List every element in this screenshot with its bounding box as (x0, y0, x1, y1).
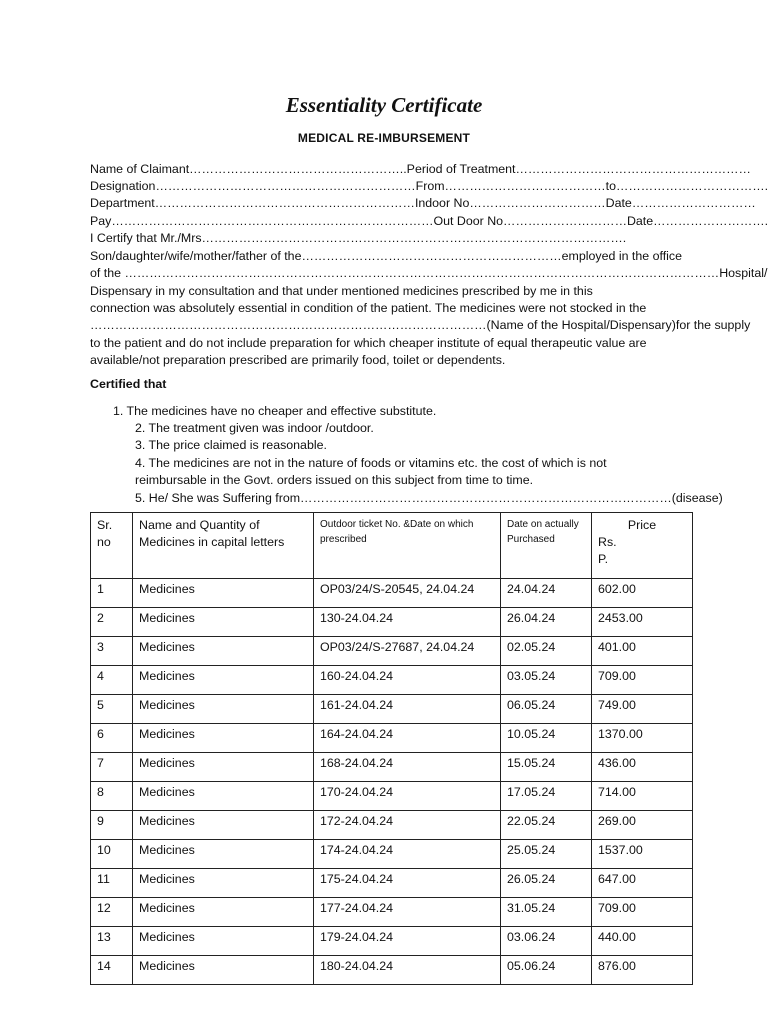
certified-item-3: 3. The price claimed is reasonable. (135, 438, 327, 452)
cell-outdoor-ticket: 170-24.04.24 (314, 782, 501, 811)
cell-purchase-date: 06.05.24 (501, 695, 592, 724)
cell-sr-no: 4 (91, 666, 133, 695)
form-line-pay: Pay……………………………………………………………………Out Door No…………………………Date………………………. (90, 214, 768, 228)
cell-purchase-date: 17.05.24 (501, 782, 592, 811)
cell-purchase-date: 25.05.24 (501, 840, 592, 869)
table-row (91, 637, 693, 666)
certified-item-1: 1. The medicines have no cheaper and effective substitute. (113, 404, 437, 418)
cell-sr-no: 11 (91, 869, 133, 898)
header-medicine-name: Name and Quantity of Medicines in capital letters (133, 513, 314, 579)
cell-medicine-name: Medicines (133, 956, 314, 985)
document-subtitle: MEDICAL RE-IMBURSEMENT (297, 131, 471, 145)
cell-sr-no: 9 (91, 811, 133, 840)
cell-sr-no: 3 (91, 637, 133, 666)
cell-medicine-name: Medicines (133, 840, 314, 869)
cell-price: 440.00 (592, 927, 693, 956)
certified-item-2: 2. The treatment given was indoor /outdoor. (135, 421, 374, 435)
table-row (91, 840, 693, 869)
table-row (91, 695, 693, 724)
cell-outdoor-ticket: 168-24.04.24 (314, 753, 501, 782)
cell-purchase-date: 02.05.24 (501, 637, 592, 666)
cell-sr-no: 6 (91, 724, 133, 753)
table-row (91, 927, 693, 956)
cell-medicine-name: Medicines (133, 637, 314, 666)
cell-purchase-date: 26.04.24 (501, 608, 592, 637)
cell-medicine-name: Medicines (133, 608, 314, 637)
cell-sr-no: 8 (91, 782, 133, 811)
form-line-available: available/not preparation prescribed are primarily food, toilet or dependents. (90, 353, 506, 367)
cell-purchase-date: 03.06.24 (501, 927, 592, 956)
cell-price: 2453.00 (592, 608, 693, 637)
cell-medicine-name: Medicines (133, 869, 314, 898)
form-line-office: of the ………………………………………………………………………………………………………………………………Hospital/ (90, 266, 768, 280)
form-line-certify: I Certify that Mr./Mrs…………………………………………………………………………………………. (90, 231, 627, 245)
cell-outdoor-ticket: OP03/24/S-27687, 24.04.24 (314, 637, 501, 666)
cell-outdoor-ticket: 177-24.04.24 (314, 898, 501, 927)
cell-price: 647.00 (592, 869, 693, 898)
table-row (91, 666, 693, 695)
cell-purchase-date: 05.06.24 (501, 956, 592, 985)
medicines-table (90, 512, 693, 985)
cell-medicine-name: Medicines (133, 782, 314, 811)
table-row (91, 724, 693, 753)
cell-sr-no: 13 (91, 927, 133, 956)
cell-price: 876.00 (592, 956, 693, 985)
header-outdoor-ticket: Outdoor ticket No. &Date on which prescribed (314, 513, 501, 579)
cell-outdoor-ticket: 160-24.04.24 (314, 666, 501, 695)
table-row (91, 811, 693, 840)
cell-purchase-date: 26.05.24 (501, 869, 592, 898)
document-title: Essentiality Certificate (285, 93, 483, 117)
cell-outdoor-ticket: 164-24.04.24 (314, 724, 501, 753)
cell-purchase-date: 15.05.24 (501, 753, 592, 782)
cell-price: 709.00 (592, 898, 693, 927)
cell-sr-no: 5 (91, 695, 133, 724)
form-line-supply: to the patient and do not include preparation for which cheaper institute of equal therapeutic value are (90, 336, 647, 350)
header-purchase-date: Date on actually Purchased (501, 513, 592, 579)
cell-sr-no: 7 (91, 753, 133, 782)
cell-sr-no: 12 (91, 898, 133, 927)
cell-sr-no: 10 (91, 840, 133, 869)
table-row (91, 753, 693, 782)
cell-outdoor-ticket: OP03/24/S-20545, 24.04.24 (314, 579, 501, 608)
cell-medicine-name: Medicines (133, 927, 314, 956)
cell-medicine-name: Medicines (133, 898, 314, 927)
cell-price: 1370.00 (592, 724, 693, 753)
cell-price: 602.00 (592, 579, 693, 608)
table-row (91, 898, 693, 927)
cell-purchase-date: 03.05.24 (501, 666, 592, 695)
cell-price: 269.00 (592, 811, 693, 840)
cell-price: 714.00 (592, 782, 693, 811)
cell-medicine-name: Medicines (133, 579, 314, 608)
table-row (91, 579, 693, 608)
form-line-dispensary: Dispensary in my consultation and that under mentioned medicines prescribed by me in this (90, 284, 593, 298)
cell-sr-no: 1 (91, 579, 133, 608)
cell-outdoor-ticket: 180-24.04.24 (314, 956, 501, 985)
cell-price: 436.00 (592, 753, 693, 782)
cell-medicine-name: Medicines (133, 724, 314, 753)
cell-price: 709.00 (592, 666, 693, 695)
certified-item-4: 4. The medicines are not in the nature of foods or vitamins etc. the cost of which is not (135, 456, 607, 470)
cell-outdoor-ticket: 161-24.04.24 (314, 695, 501, 724)
cell-purchase-date: 24.04.24 (501, 579, 592, 608)
cell-purchase-date: 22.05.24 (501, 811, 592, 840)
cell-purchase-date: 10.05.24 (501, 724, 592, 753)
cell-outdoor-ticket: 175-24.04.24 (314, 869, 501, 898)
cell-medicine-name: Medicines (133, 753, 314, 782)
table-row (91, 869, 693, 898)
header-price: Price Rs. P. (592, 513, 693, 579)
form-line-relation: Son/daughter/wife/mother/father of the………………………………………………………employed in the office (90, 249, 682, 263)
cell-price: 1537.00 (592, 840, 693, 869)
form-line-claimant: Name of Claimant……………………………………………..Period of Treatment………………………………………………… (90, 162, 751, 176)
form-line-department: Department………………………………………………………Indoor No……………………………Date………………………… (90, 196, 756, 210)
cell-outdoor-ticket: 174-24.04.24 (314, 840, 501, 869)
cell-purchase-date: 31.05.24 (501, 898, 592, 927)
certified-item-4-cont: reimbursable in the Govt. orders issued on this subject from time to time. (135, 473, 534, 487)
form-line-hospital-name: ……………………………………………………………………………………(Name of the Hospital/Dispensary)for the supply (90, 318, 751, 332)
certified-heading: Certified that (90, 377, 167, 391)
cell-outdoor-ticket: 130-24.04.24 (314, 608, 501, 637)
cell-medicine-name: Medicines (133, 811, 314, 840)
cell-sr-no: 14 (91, 956, 133, 985)
header-sr-no: Sr. no (91, 513, 133, 579)
cell-price: 749.00 (592, 695, 693, 724)
cell-sr-no: 2 (91, 608, 133, 637)
table-row (91, 782, 693, 811)
cell-medicine-name: Medicines (133, 666, 314, 695)
form-line-connection: connection was absolutely essential in condition of the patient. The medicines were not stocked in the (90, 301, 647, 315)
table-row (91, 608, 693, 637)
cell-price: 401.00 (592, 637, 693, 666)
cell-outdoor-ticket: 172-24.04.24 (314, 811, 501, 840)
table-row (91, 956, 693, 985)
certified-item-5: 5. He/ She was Suffering from………………………………………………………………………………(disease) (135, 491, 723, 505)
cell-medicine-name: Medicines (133, 695, 314, 724)
cell-outdoor-ticket: 179-24.04.24 (314, 927, 501, 956)
form-line-designation: Designation………………………………………………………From…………………………………to………………………………. (90, 179, 768, 193)
table-header-row (91, 513, 693, 579)
